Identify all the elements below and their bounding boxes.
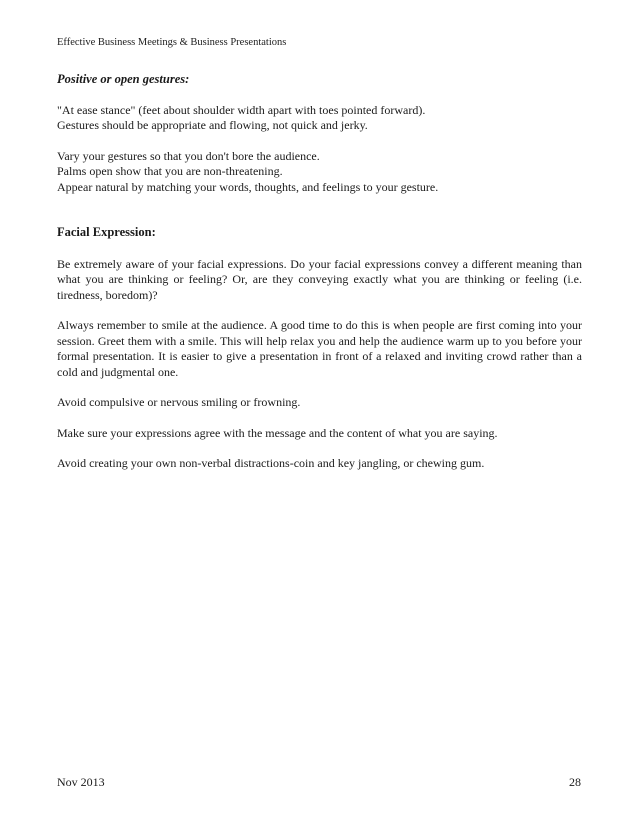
text-line: Vary your gestures so that you don't bore the audience. — [57, 148, 320, 163]
facial-paragraph: Be extremely aware of your facial expressions. Do your facial expressions convey a different meaning than what you are thinking or feeling? Or, are they conveying exactly what you are thinking or feeling (i.e. tiredness, boredom)? — [57, 256, 582, 302]
section-heading-facial-expression: Facial Expression: — [57, 225, 156, 239]
facial-paragraph: Avoid compulsive or nervous smiling or frowning. — [57, 395, 301, 409]
text-line: Gestures should be appropriate and flowing, not quick and jerky. — [57, 118, 368, 132]
footer-date: Nov 2013 — [57, 775, 105, 789]
gestures-paragraph-1 — [57, 103, 582, 134]
facial-paragraph: Avoid creating your own non-verbal distractions-coin and key jangling, or chewing gum. — [57, 456, 485, 470]
page-content — [57, 72, 582, 487]
gestures-paragraph-2 — [57, 149, 582, 196]
running-header: Effective Business Meetings & Business Presentations — [57, 37, 287, 48]
text-line: Appear natural by matching your words, thoughts, and feelings to your gesture. — [57, 179, 439, 194]
page-number: 28 — [569, 775, 581, 789]
text-line: Palms open show that you are non-threatening. — [57, 164, 283, 178]
section-heading-gestures: Positive or open gestures: — [57, 72, 190, 86]
section-spacer — [57, 210, 582, 225]
facial-paragraph: Make sure your expressions agree with the message and the content of what you are saying. — [57, 425, 498, 440]
facial-paragraph: Always remember to smile at the audience. A good time to do this is when people are first coming into your session. Greet them with a smile. This will help relax you and help the audience warm up to you before your formal presentation. It is easier to give a presentation in front of a relaxed and inviting crowd rather than a cold and judgmental one. — [57, 318, 582, 379]
text-line: "At ease stance" (feet about shoulder width apart with toes pointed forward). — [57, 102, 426, 117]
